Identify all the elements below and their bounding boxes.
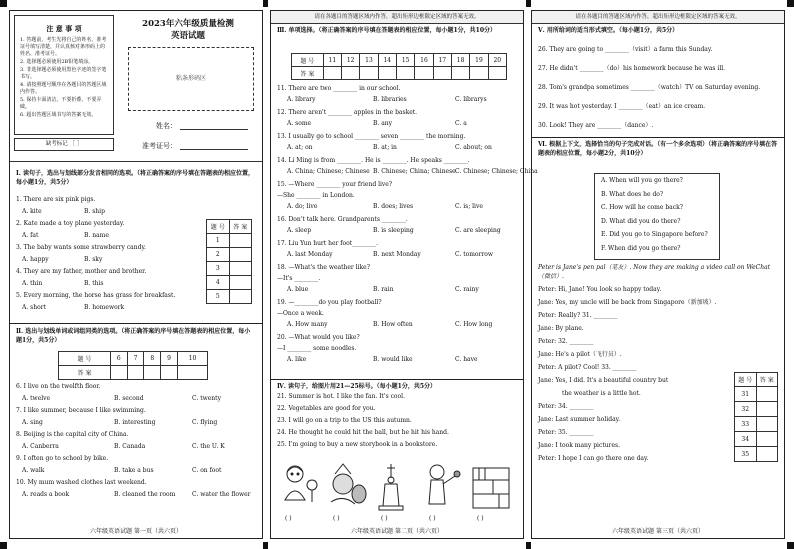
dialogue-line: Peter: 32. ________	[538, 338, 594, 345]
answer-sheet-page-3	[531, 10, 785, 539]
option-row	[16, 304, 256, 312]
answer-cell[interactable]	[229, 262, 252, 276]
page-banner: 请在各题目的答题区域内作答，超出矩形边框限定区域的答案无效。	[532, 11, 784, 24]
question: 7. I like summer, because I like swimming.	[16, 407, 146, 414]
option-b[interactable]: B. this	[84, 280, 104, 287]
notice-line: 4. 请按照题号顺序在各题目的答题区域内作答。	[20, 82, 107, 95]
question-number: 16	[415, 54, 433, 67]
question: 19. —________do you play football?	[277, 299, 382, 306]
dialogue-line: Jane: Yes, I did. It's a beautiful country but	[538, 377, 669, 384]
dialogue-line: Peter: I hope I can go there one day.	[538, 455, 649, 462]
answer-cell[interactable]	[451, 67, 469, 80]
option-row	[277, 203, 517, 211]
answer-cell[interactable]	[161, 366, 178, 380]
pictures	[277, 460, 517, 512]
question: 17. Liu Yun hurt her foot________.	[277, 240, 379, 247]
name-field[interactable]	[180, 129, 248, 130]
vegetables-picture	[331, 464, 366, 504]
question: 26. They are going to ________（visit）a farm this Sunday.	[538, 46, 713, 53]
option-row	[277, 356, 517, 364]
question: 11. There are two ________ in our school.	[277, 85, 401, 92]
dialogue-option: C. How will he come back?	[601, 204, 683, 211]
option-b[interactable]: B. is sleeping	[373, 227, 414, 234]
option-b[interactable]: B. at; in	[373, 144, 397, 151]
answer-cell[interactable]	[177, 366, 207, 380]
option-a[interactable]: A. last Monday	[287, 251, 333, 258]
option-c[interactable]: C. Chinese; Chinese; China	[455, 168, 538, 175]
option-b[interactable]: B. Canada	[114, 443, 146, 450]
id-field[interactable]	[180, 149, 248, 150]
option-row	[277, 120, 517, 128]
option-a[interactable]: A. China; Chinese; Chinese	[287, 168, 370, 175]
question: 9. I often go to school by bike.	[16, 455, 109, 462]
answer-cell[interactable]	[127, 366, 144, 380]
dialogue-option: D. What did you do there?	[601, 217, 681, 225]
answer-cell[interactable]	[470, 67, 488, 80]
option-row	[277, 96, 517, 104]
option-b[interactable]: B. sky	[84, 256, 103, 263]
option-a[interactable]: A. How many	[287, 321, 328, 328]
option-a[interactable]: A. sing	[22, 419, 43, 426]
option-b[interactable]: B. cleaned the room	[114, 491, 176, 498]
answer-cell[interactable]	[360, 67, 378, 80]
registration-mark	[0, 542, 7, 549]
question-number: 35	[735, 447, 757, 462]
option-row	[16, 443, 256, 451]
option-row	[16, 419, 256, 427]
option-b[interactable]: B. any	[373, 120, 393, 127]
answer-cell[interactable]	[341, 67, 359, 80]
option-a[interactable]: A. fat	[22, 232, 39, 239]
dialogue-line: Peter: Hi, Jane! You look so happy today.	[538, 286, 662, 293]
option-c[interactable]: C. have	[455, 356, 478, 363]
question: 29. It was hot yesterday. I ________（eat）an ice cream.	[538, 103, 706, 110]
option-a[interactable]: A. thin	[22, 280, 43, 287]
dialogue-line: Peter: 34. ________	[538, 403, 594, 410]
question: 8. Beijing is the capital city of China.	[16, 431, 129, 438]
id-label: 准考证号：	[142, 142, 177, 150]
barcode-area	[128, 47, 254, 111]
table-header: 答 案	[229, 220, 252, 234]
answer-table-11-20[interactable]	[291, 53, 507, 80]
notice-lines	[15, 34, 113, 123]
option-c[interactable]: C. rainy	[455, 286, 479, 293]
option-b[interactable]: B. How often	[373, 321, 413, 328]
question: 30. Look! They are ________（dance）.	[538, 122, 654, 129]
notice-title: 注 意 事 项	[46, 24, 82, 33]
sentence: 24. He thought he could hit the ball, but he hit his hand.	[277, 429, 449, 436]
option-c[interactable]: C. about; on	[455, 144, 492, 151]
option-b[interactable]: B. would like	[373, 356, 413, 363]
section-6-title: Ⅵ. 根据上下文，选择恰当的句子完成对话。（有一个多余选项）（将正确答案的序号填在答题表的相应位置，每小题2分，共10分）	[538, 141, 778, 157]
dialogue-line: Jane: By plane.	[538, 325, 584, 332]
divider	[271, 379, 523, 380]
answer-cell[interactable]	[396, 67, 414, 80]
question: 14. Li Ming is from ________. He is ________. He speaks ________.	[277, 157, 470, 164]
option-a[interactable]: A. happy	[22, 256, 49, 263]
sentence: 25. I'm going to buy a new storybook in a bookstore.	[277, 441, 438, 448]
question-number: 4	[207, 276, 230, 290]
option-a[interactable]: A. library	[287, 96, 316, 103]
question: 10. My mum washed clothes last weekend.	[16, 479, 147, 486]
exam-title: 2023年六年级质量检测	[142, 19, 234, 29]
question: 3. The baby wants some strawberry candy.	[16, 244, 146, 251]
option-b[interactable]: B. second	[114, 395, 144, 402]
sentence: 23. I will go on a trip to the US this autumn.	[277, 417, 412, 424]
question-number: 14	[378, 54, 396, 67]
answer-cell[interactable]	[229, 290, 252, 304]
answer-cell[interactable]	[433, 67, 451, 80]
dialogue-option: F. When did you go there?	[601, 244, 681, 252]
bookstore-picture	[473, 468, 509, 508]
question-number: 12	[341, 54, 359, 67]
answer-cell[interactable]	[756, 447, 778, 462]
answer-cell[interactable]	[144, 366, 161, 380]
absent-mark-box[interactable]: 缺考标记 ［ ］	[14, 138, 114, 151]
dialogue-line: Jane: Last summer holiday.	[538, 416, 621, 423]
option-a[interactable]: A. some	[287, 120, 312, 127]
question: 15. —Where ________ your friend live?	[277, 181, 393, 188]
option-c[interactable]: C. are sleeping	[455, 227, 501, 234]
boy-with-fan-picture	[285, 466, 317, 502]
answer-table-1-5[interactable]	[206, 219, 252, 304]
question: 5. Every morning, the horse has grass for breakfast.	[16, 292, 176, 299]
question-number: 13	[360, 54, 378, 67]
answer-cell[interactable]	[756, 402, 778, 417]
answer-cell[interactable]	[110, 366, 127, 380]
option-row	[16, 395, 256, 403]
answer-cell[interactable]	[415, 67, 433, 80]
table-header: 题 号	[735, 373, 757, 387]
dialogue-line: Peter: A pilot? Cool! 33. ________	[538, 364, 637, 371]
boy-hurt-hand-picture	[429, 465, 460, 504]
option-a[interactable]: A. kite	[22, 208, 42, 215]
answer-cell[interactable]	[378, 67, 396, 80]
page-banner: 请在各题目的答题区域内作答，超出矩形边框限定区域的答案无效。	[271, 11, 523, 24]
section-1-title: Ⅰ. 读句子，选出与划线部分发音相同的选项。（将正确答案的序号填在答题表的相应位置，每小题1分，共5分）	[16, 170, 254, 186]
question-number: 31	[735, 387, 757, 402]
option-c[interactable]: C. water the flower	[192, 491, 251, 498]
sentence: 22. Vegetables are good for you.	[277, 405, 376, 412]
registration-mark	[263, 542, 268, 549]
page-footer: 六年级英语试题 第一页（共六页）	[90, 528, 182, 535]
answer-cell[interactable]	[756, 387, 778, 402]
page-footer: 六年级英语试题 第二页（共六页）	[351, 528, 443, 535]
answer-cell[interactable]	[229, 234, 252, 248]
picture-answer-blank[interactable]: ( )	[333, 515, 340, 522]
option-row	[277, 227, 517, 235]
statue-of-liberty-picture	[379, 464, 403, 510]
question-number: 3	[207, 262, 230, 276]
answer-cell[interactable]	[488, 67, 506, 80]
option-a[interactable]: A. walk	[22, 467, 45, 474]
option-c[interactable]: C. How long	[455, 321, 493, 328]
question-number: 34	[735, 432, 757, 447]
question-number: 15	[396, 54, 414, 67]
dialogue-line: the weather is a little hot.	[562, 390, 641, 397]
question-number: 10	[177, 352, 207, 366]
picture-answer-blank[interactable]: ( )	[285, 515, 292, 522]
option-a[interactable]: A. sleep	[287, 227, 312, 234]
picture-answer-blank[interactable]: ( )	[429, 515, 436, 522]
page-footer: 六年级英语试题 第三页（共六页）	[612, 528, 704, 535]
question-number: 19	[470, 54, 488, 67]
registration-mark	[787, 542, 794, 549]
dialogue-option: A. When will you go there?	[601, 177, 683, 184]
option-b[interactable]: B. take a bus	[114, 467, 154, 474]
question-number: 17	[433, 54, 451, 67]
answer-cell[interactable]	[323, 67, 341, 80]
divider	[10, 323, 262, 324]
notice-line: 3. 非选择题必须使用黑色字迹的签字笔书写。	[20, 67, 107, 80]
question: 28. Tom's grandpa sometimes ________（watch）TV on Saturday evening.	[538, 84, 761, 91]
question-line: —Once a week.	[277, 310, 324, 317]
question: 13. I usually go to school ________ seven ________ the morning.	[277, 133, 466, 140]
option-row	[277, 321, 517, 329]
exam-subtitle: 英语试题	[170, 31, 205, 41]
option-b[interactable]: B. name	[84, 232, 109, 239]
option-b[interactable]: B. next Monday	[373, 251, 421, 258]
answer-table-6-10[interactable]	[58, 351, 208, 380]
option-c[interactable]: C. flying	[192, 419, 218, 426]
question: 6. I live on the twelfth floor.	[16, 383, 101, 390]
picture-strip	[277, 460, 517, 512]
question-number: 8	[144, 352, 161, 366]
notice-line: 1. 答题前，考生先将自己的姓名、准考证号填写清楚，并认真核对条形码上的姓名、准考证号。	[20, 37, 107, 57]
picture-answer-blank[interactable]: ( )	[381, 515, 388, 522]
divider	[532, 137, 784, 138]
question: 18. —What's the weather like?	[277, 264, 370, 271]
table-header: 答 案	[292, 67, 324, 80]
table-header: 答 案	[756, 373, 778, 387]
option-b[interactable]: B. does; lives	[373, 203, 414, 210]
option-row	[277, 251, 517, 259]
answer-sheet-page-1	[9, 10, 263, 539]
option-c[interactable]: C. librarys	[455, 96, 487, 103]
option-c[interactable]: C. the U. K	[192, 443, 225, 450]
option-c[interactable]: C. tomorrow	[455, 251, 494, 258]
dialogue-line: Jane: He's a pilot（飞行员）.	[538, 351, 622, 358]
table-header: 题 号	[292, 54, 324, 67]
barcode-label: 粘条形码区	[175, 75, 206, 82]
name-label: 姓名：	[156, 122, 177, 130]
question-number: 9	[161, 352, 178, 366]
question-number: 6	[110, 352, 127, 366]
dialogue-line: Jane: I took many pictures.	[538, 442, 621, 449]
section-5-title: Ⅴ. 用所给词的适当形式填空。（每小题1分，共5分）	[538, 27, 679, 34]
question-number: 7	[127, 352, 144, 366]
answer-cell[interactable]	[229, 276, 252, 290]
dialogue-options	[595, 174, 719, 255]
registration-mark	[526, 542, 531, 549]
option-a[interactable]: A. blue	[287, 286, 309, 293]
option-c[interactable]: C. is; live	[455, 203, 483, 210]
question: 1. There are six pink pigs.	[16, 196, 96, 203]
question: 2. Kate made a toy plane yesterday.	[16, 220, 125, 227]
option-a[interactable]: A. like	[287, 356, 307, 363]
registration-mark	[263, 0, 268, 7]
sentence: 21. Summer is hot. I like the fan. It's cool.	[277, 393, 405, 400]
option-a[interactable]: A. do; live	[287, 203, 318, 210]
question: 20. —What would you like?	[277, 334, 360, 341]
question-line: —I ________ some noodles.	[277, 345, 357, 352]
option-a[interactable]: A. short	[22, 304, 46, 311]
notice-line: 2. 选择题必须使用2B铅笔填涂。	[20, 59, 94, 65]
option-b[interactable]: B. Chinese; China; Chinese	[373, 168, 456, 175]
section-3-title: Ⅲ. 单项选择。（将正确答案的序号填在答题表的相应位置，每小题1分，共10分）	[277, 27, 497, 34]
question-number: 32	[735, 402, 757, 417]
question-number: 11	[323, 54, 341, 67]
section-4-title: Ⅳ. 读句子，给图片用21—25标号。（每小题1分，共5分）	[277, 383, 437, 390]
question: 27. He didn't ________（do）his homework because he was ill.	[538, 65, 726, 72]
option-row	[277, 168, 538, 176]
registration-mark	[526, 0, 531, 7]
option-c[interactable]: C. twenty	[192, 395, 221, 402]
question-number: 20	[488, 54, 506, 67]
answer-sheet-page-2	[270, 10, 538, 539]
option-a[interactable]: A. Canberra	[22, 443, 59, 450]
registration-mark	[0, 0, 7, 7]
notice-box	[14, 15, 114, 135]
option-row	[16, 467, 256, 475]
option-a[interactable]: A. at; on	[287, 144, 313, 151]
options-box	[594, 173, 720, 260]
option-b[interactable]: B. ship	[84, 208, 105, 215]
question-number: 5	[207, 290, 230, 304]
question: 4. They are my father, mother and brother.	[16, 268, 147, 275]
table-header: 答 案	[59, 366, 111, 380]
table-header: 题 号	[207, 220, 230, 234]
option-row	[16, 491, 256, 499]
option-row	[277, 144, 517, 152]
question-number: 2	[207, 248, 230, 262]
option-row	[277, 286, 517, 294]
registration-mark	[787, 0, 794, 7]
option-a[interactable]: A. reads a book	[22, 491, 70, 498]
dialogue-intro: Peter is Jane's pen pal（笔友）. Now they are making a video call on WeChat（微信）.	[538, 264, 771, 280]
option-row	[16, 208, 256, 216]
table-header: 题 号	[59, 352, 111, 366]
option-b[interactable]: B. rain	[373, 286, 394, 293]
dialogue-line: Jane: Yes, my uncle will be back from Singapore（新加坡）.	[538, 299, 717, 306]
dialogue-option: E. Did you go to Singapore before?	[601, 231, 708, 238]
answer-cell[interactable]	[756, 432, 778, 447]
dialogue-line: Peter: 35. ________	[538, 429, 594, 436]
picture-answer-blank[interactable]: ( )	[477, 515, 484, 522]
section-2-title: Ⅱ. 选出与划线单词或词组同类的选项。（将正确答案的序号填在答题表的相应位置，每小题1分，共5分）	[16, 328, 251, 344]
option-b[interactable]: B. homework	[84, 304, 125, 311]
question-line: —She ________ in London.	[277, 192, 355, 199]
dialogue-line: Peter: Really? 31. ________	[538, 312, 618, 319]
question-number: 18	[451, 54, 469, 67]
notice-line: 5. 保持卡面清洁，不要折叠、不要弄破。	[20, 97, 102, 110]
dialogue-option: B. What does he do?	[601, 190, 664, 198]
answer-cell[interactable]	[229, 248, 252, 262]
question: 16. Don't talk here. Grandparents ________.	[277, 216, 408, 223]
option-b[interactable]: B. interesting	[114, 419, 156, 426]
question: 12. There aren't ________ apples in the basket.	[277, 109, 418, 116]
question-number: 1	[207, 234, 230, 248]
answer-table-31-35[interactable]	[734, 372, 778, 462]
option-b[interactable]: B. libraries	[373, 96, 407, 103]
option-a[interactable]: A. twelve	[22, 395, 51, 402]
option-c[interactable]: C. a	[455, 120, 467, 127]
notice-line: 6. 超出答题区域书写的答案无效。	[20, 112, 97, 118]
option-c[interactable]: C. on foot	[192, 467, 222, 474]
answer-cell[interactable]	[756, 417, 778, 432]
question-number: 33	[735, 417, 757, 432]
question-line: —It's ________.	[277, 275, 321, 282]
